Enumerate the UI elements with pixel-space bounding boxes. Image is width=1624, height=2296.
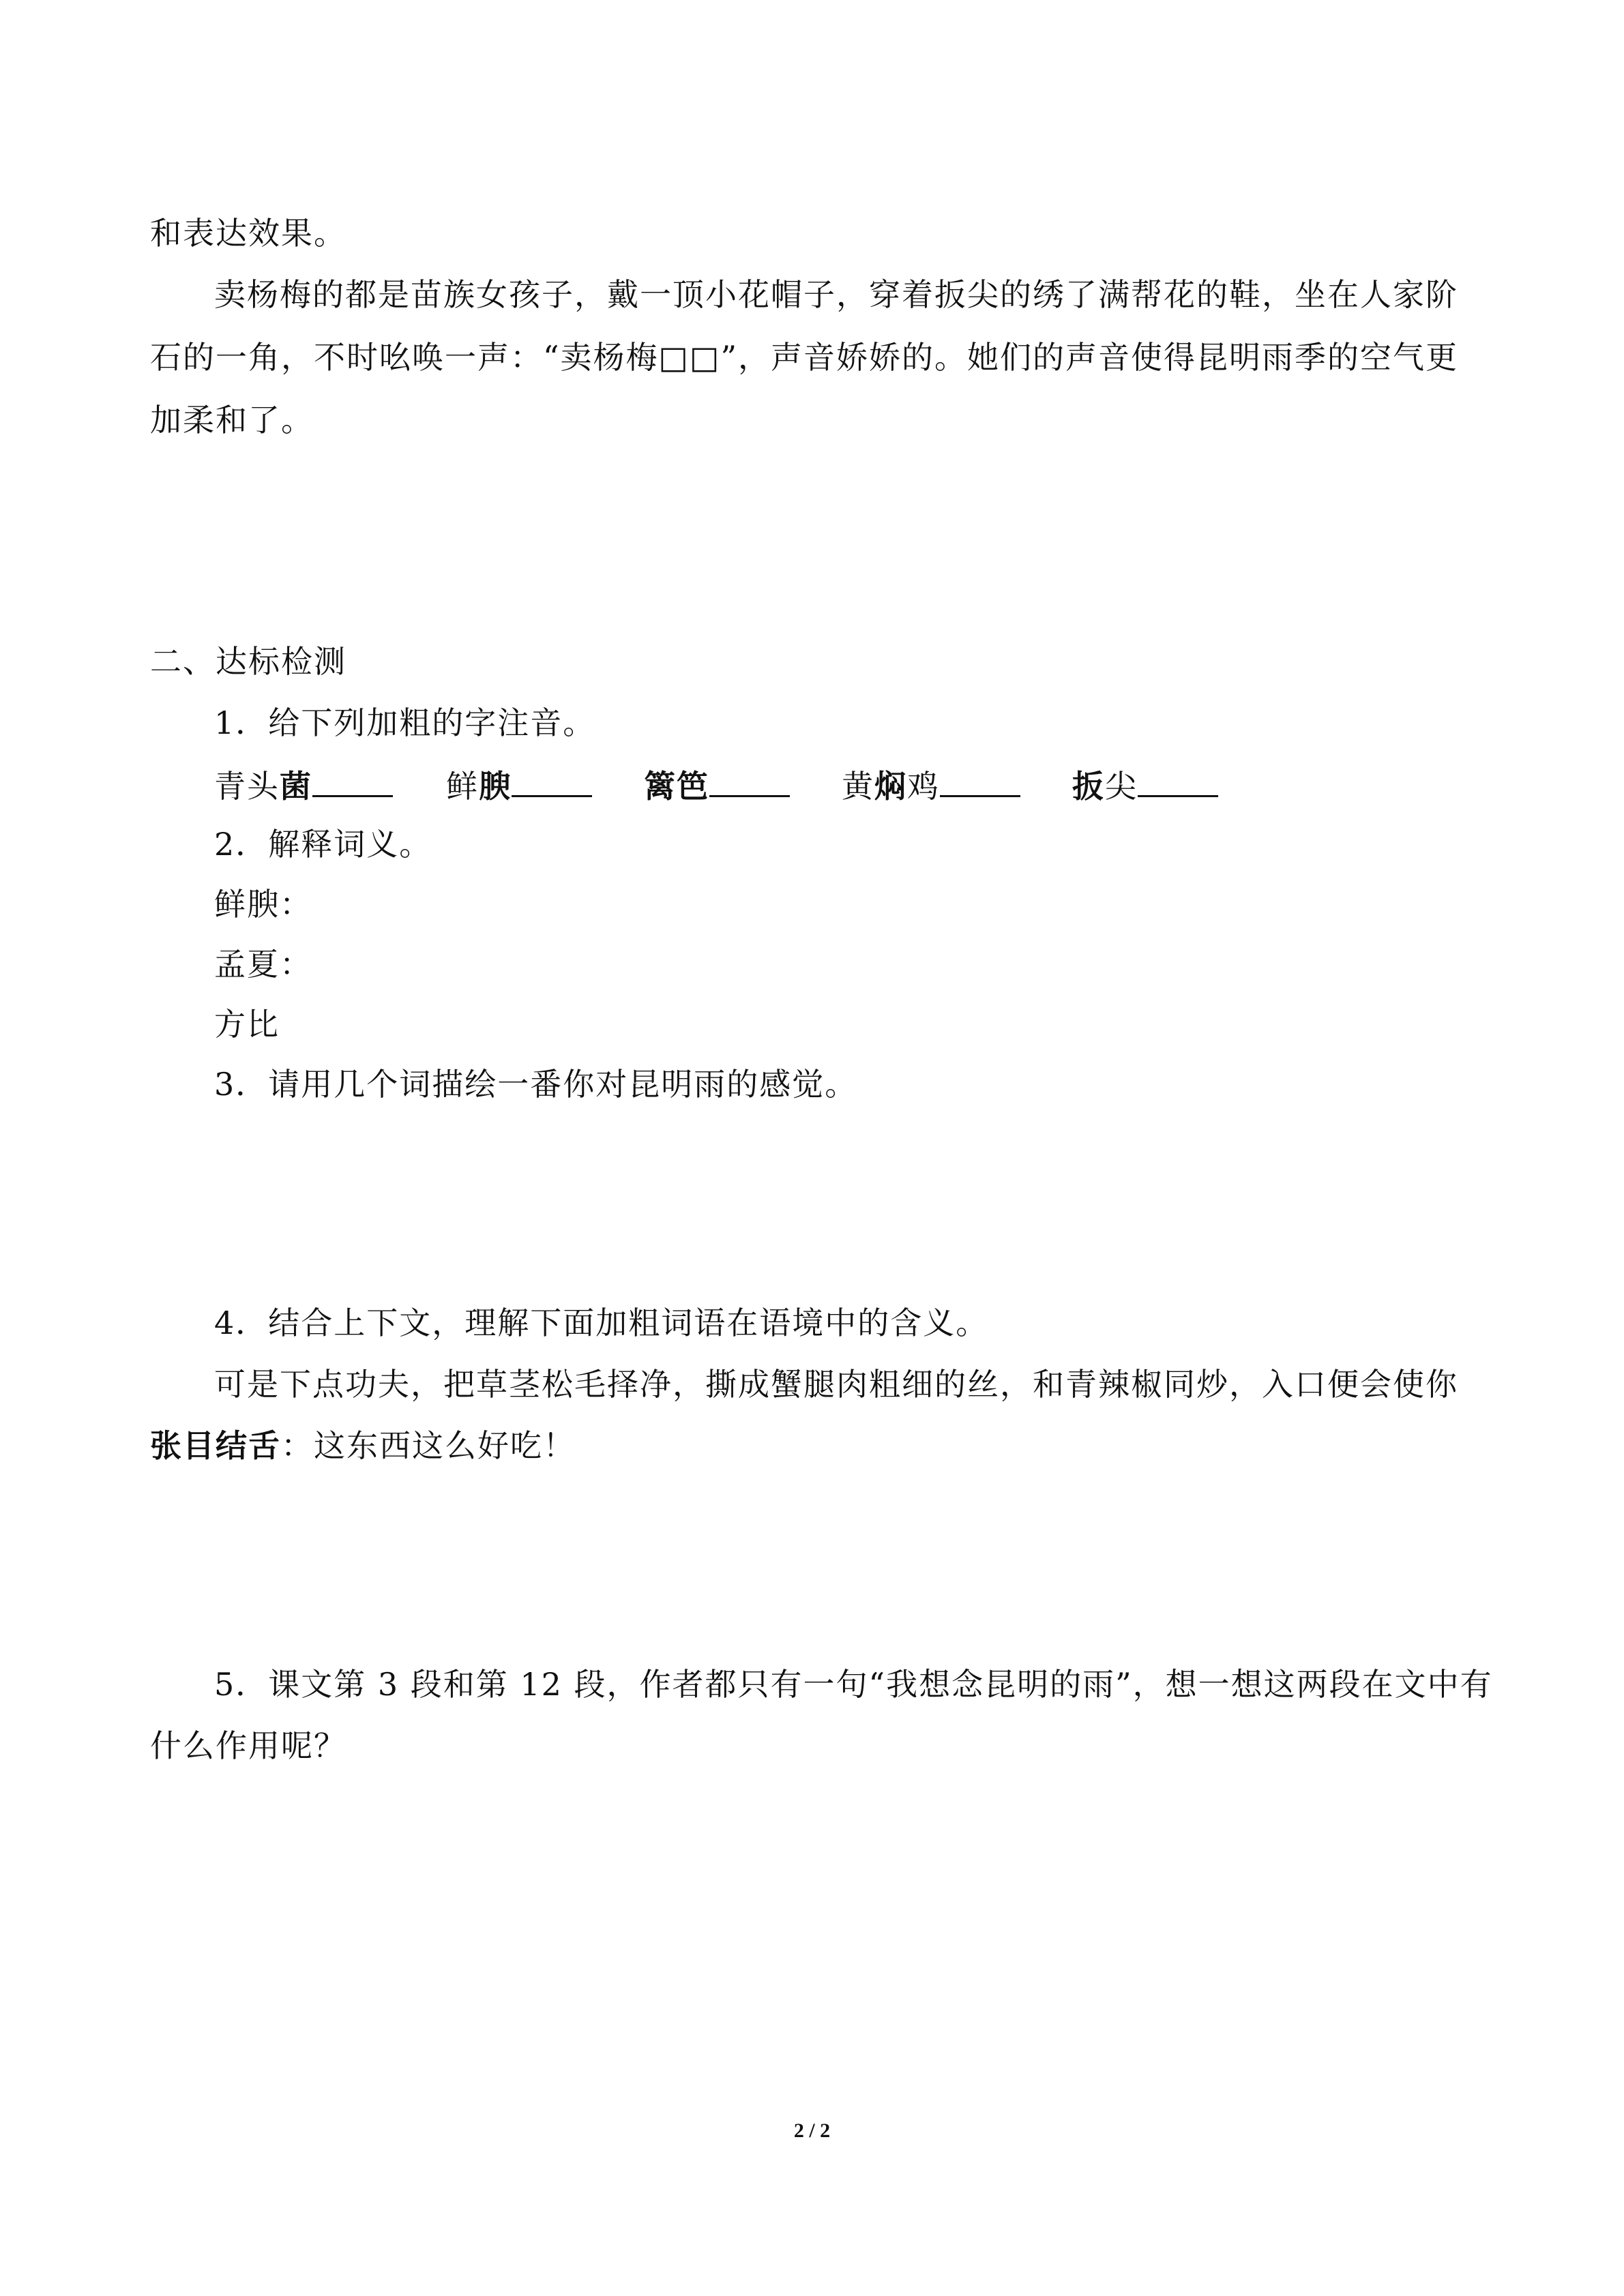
q1-item: 鲜腴 (446, 764, 592, 807)
passage-line-1: 和表达效果。 (150, 215, 346, 252)
answer-blank[interactable] (709, 764, 790, 797)
page-number: 2 / 2 (793, 2119, 831, 2142)
q1-item: 青头菌 (214, 764, 393, 807)
passage-line-3: 石的一角，不时吆唤一声：“卖杨梅□□”，声音娇娇的。她们的声音使得昆明雨季的空气更 (150, 339, 1458, 376)
q2-term: 鲜腴： (214, 886, 312, 923)
answer-blank[interactable] (512, 764, 592, 797)
q5-line-1: 5．课文第 3 段和第 12 段，作者都只有一句“我想念昆明的雨”，想一想这两段在文中有 (214, 1666, 1493, 1703)
q4-quote-line-2: 张目结舌：这东西这么好吃！ (150, 1427, 576, 1464)
q2-prompt: 2．解释词义。 (214, 826, 432, 863)
q4-prompt: 4．结合上下文，理解下面加粗词语在语境中的含义。 (214, 1304, 989, 1341)
section-heading: 二、达标检测 (150, 643, 346, 680)
q2-term: 孟夏： (214, 946, 312, 983)
answer-blank[interactable] (1138, 764, 1218, 797)
answer-blank[interactable] (312, 764, 393, 797)
q5-line-2: 什么作用呢？ (150, 1727, 346, 1764)
q3-prompt: 3．请用几个词描绘一番你对昆明雨的感觉。 (214, 1066, 858, 1103)
passage-line-2: 卖杨梅的都是苗族女孩子，戴一顶小花帽子，穿着扳尖的绣了满帮花的鞋，坐在人家阶 (214, 276, 1458, 313)
q1-item: 篱笆 (644, 764, 790, 807)
bold-phrase: 张目结舌 (150, 1427, 281, 1464)
q1-item: 扳尖 (1072, 764, 1218, 807)
q1-item: 黄焖鸡 (842, 764, 1020, 807)
q2-term: 方比 (214, 1006, 280, 1043)
q4-quote-line-1: 可是下点功夫，把草茎松毛择净，撕成蟹腿肉粗细的丝，和青辣椒同炒，入口便会使你 (214, 1366, 1458, 1403)
passage-line-4: 加柔和了。 (150, 402, 314, 438)
answer-blank[interactable] (940, 764, 1020, 797)
q1-prompt: 1．给下列加粗的字注音。 (214, 704, 596, 741)
